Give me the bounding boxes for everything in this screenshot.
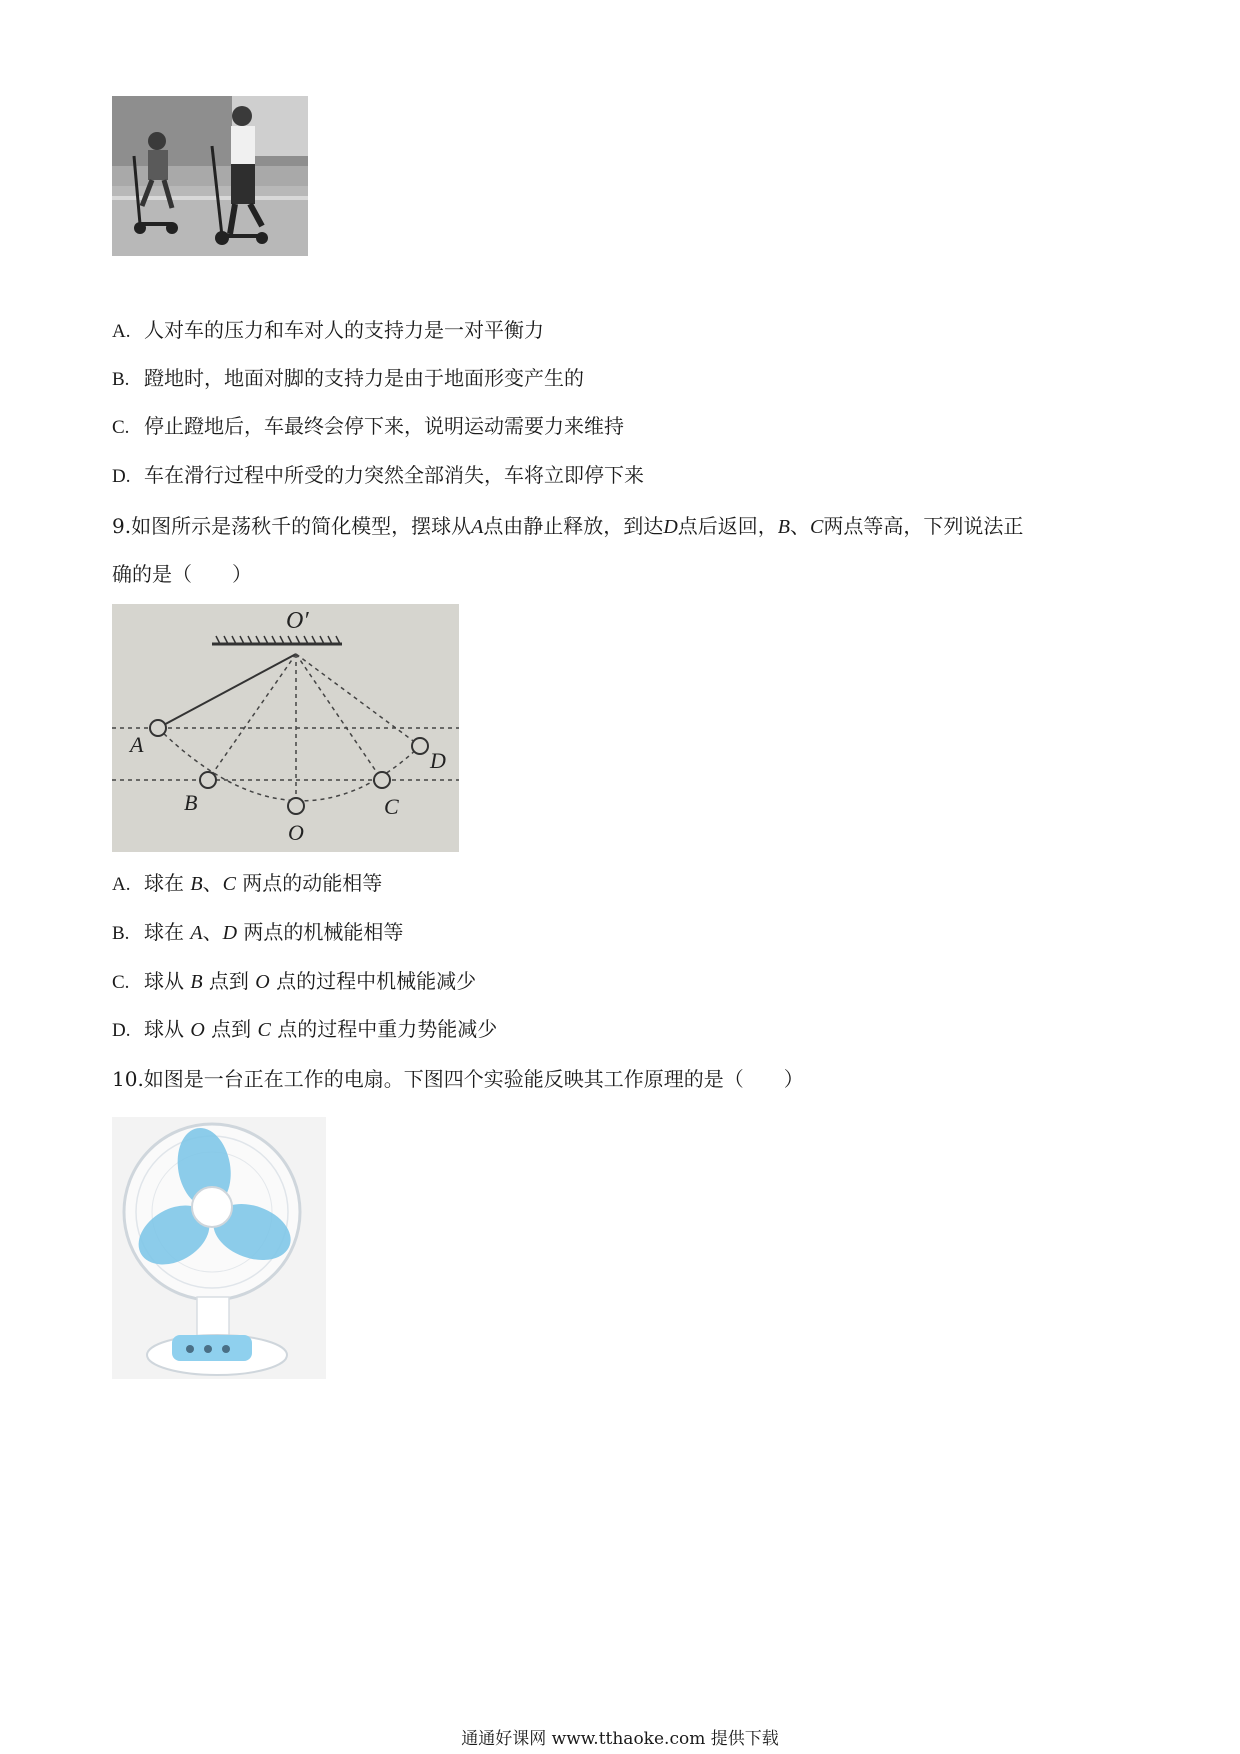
option-text: 两点的动能相等 — [235, 871, 383, 895]
pendulum-figure — [112, 604, 459, 852]
option-text: 球从 — [144, 1017, 191, 1041]
q8-option-c — [112, 412, 624, 442]
q10-stem: 10.如图是一台正在工作的电扇。下图四个实验能反映其工作原理的是（ ） — [112, 1067, 804, 1091]
option-letter: C. — [112, 417, 130, 438]
var: C — [257, 1019, 271, 1041]
label-a: A — [130, 732, 144, 757]
label-o-prime: O′ — [286, 608, 309, 634]
option-letter: A. — [112, 874, 131, 895]
option-text: 车在滑行过程中所受的力突然全部消失，车将立即停下来 — [144, 463, 644, 487]
q9-text: 点由静止释放，到达 — [483, 514, 664, 538]
option-letter: B. — [112, 369, 130, 390]
option-text: 球在 — [144, 920, 191, 944]
option-text: 球在 — [144, 871, 191, 895]
option-text: 两点的机械能相等 — [237, 920, 404, 944]
ball-d — [412, 738, 428, 754]
option-letter: A. — [112, 321, 131, 342]
q9-stem-line2: 确的是（ ） — [112, 562, 252, 586]
option-text: 球从 — [144, 969, 191, 993]
ball-c — [374, 772, 390, 788]
q9-option-d — [112, 1015, 497, 1045]
label-d: D — [430, 748, 446, 773]
q9-text: 两点等高，下列说法正 — [823, 514, 1024, 538]
var: C — [222, 873, 236, 895]
option-letter: D. — [112, 466, 131, 487]
option-text: 点的过程中重力势能减少 — [270, 1017, 498, 1041]
var: O — [190, 1019, 205, 1041]
option-text: 、 — [202, 871, 223, 895]
ball-o — [288, 798, 304, 814]
var-b: B — [777, 516, 790, 538]
q8-option-d — [112, 461, 644, 491]
q9-text: 点后返回， — [677, 514, 778, 538]
var: B — [190, 971, 203, 993]
option-text: 、 — [202, 920, 223, 944]
q8-option-a — [112, 316, 544, 346]
option-text: 蹬地时，地面对脚的支持力是由于地面形变产生的 — [144, 366, 584, 390]
scooter-photo-image — [112, 96, 308, 256]
var-a: A — [471, 516, 484, 538]
var: A — [190, 922, 203, 944]
option-text: 停止蹬地后，车最终会停下来，说明运动需要力来维持 — [144, 414, 624, 438]
q9-text: 9.如图所示是荡秋千的简化模型，摆球从 — [112, 514, 472, 538]
var: B — [190, 873, 203, 895]
option-text: 人对车的压力和车对人的支持力是一对平衡力 — [144, 318, 544, 342]
option-letter: D. — [112, 1020, 131, 1041]
pendulum-diagram — [112, 604, 459, 852]
label-o: O — [288, 820, 304, 845]
scooter-photo — [112, 96, 308, 256]
q9-text: 、 — [789, 514, 810, 538]
label-b: B — [184, 790, 198, 815]
var: O — [255, 971, 270, 993]
fan-photo — [112, 1117, 326, 1379]
option-letter: B. — [112, 923, 130, 944]
q9-option-c — [112, 967, 476, 997]
option-text: 点的过程中机械能减少 — [269, 969, 477, 993]
option-text: 点到 — [202, 969, 256, 993]
q8-option-b — [112, 364, 584, 394]
page-footer: 通通好课网 www.tthaoke.com 提供下载 — [461, 1729, 779, 1749]
q9-option-a — [112, 869, 382, 899]
option-text: 点到 — [204, 1017, 258, 1041]
var: D — [222, 922, 238, 944]
ball-b — [200, 772, 216, 788]
ball-a — [150, 720, 166, 736]
q9-stem-line1 — [112, 512, 1023, 541]
q9-option-b — [112, 918, 403, 948]
fan-image — [112, 1117, 326, 1379]
option-letter: C. — [112, 972, 130, 993]
label-c: C — [384, 794, 399, 819]
var-c: C — [809, 516, 824, 538]
var-d: D — [663, 516, 678, 538]
